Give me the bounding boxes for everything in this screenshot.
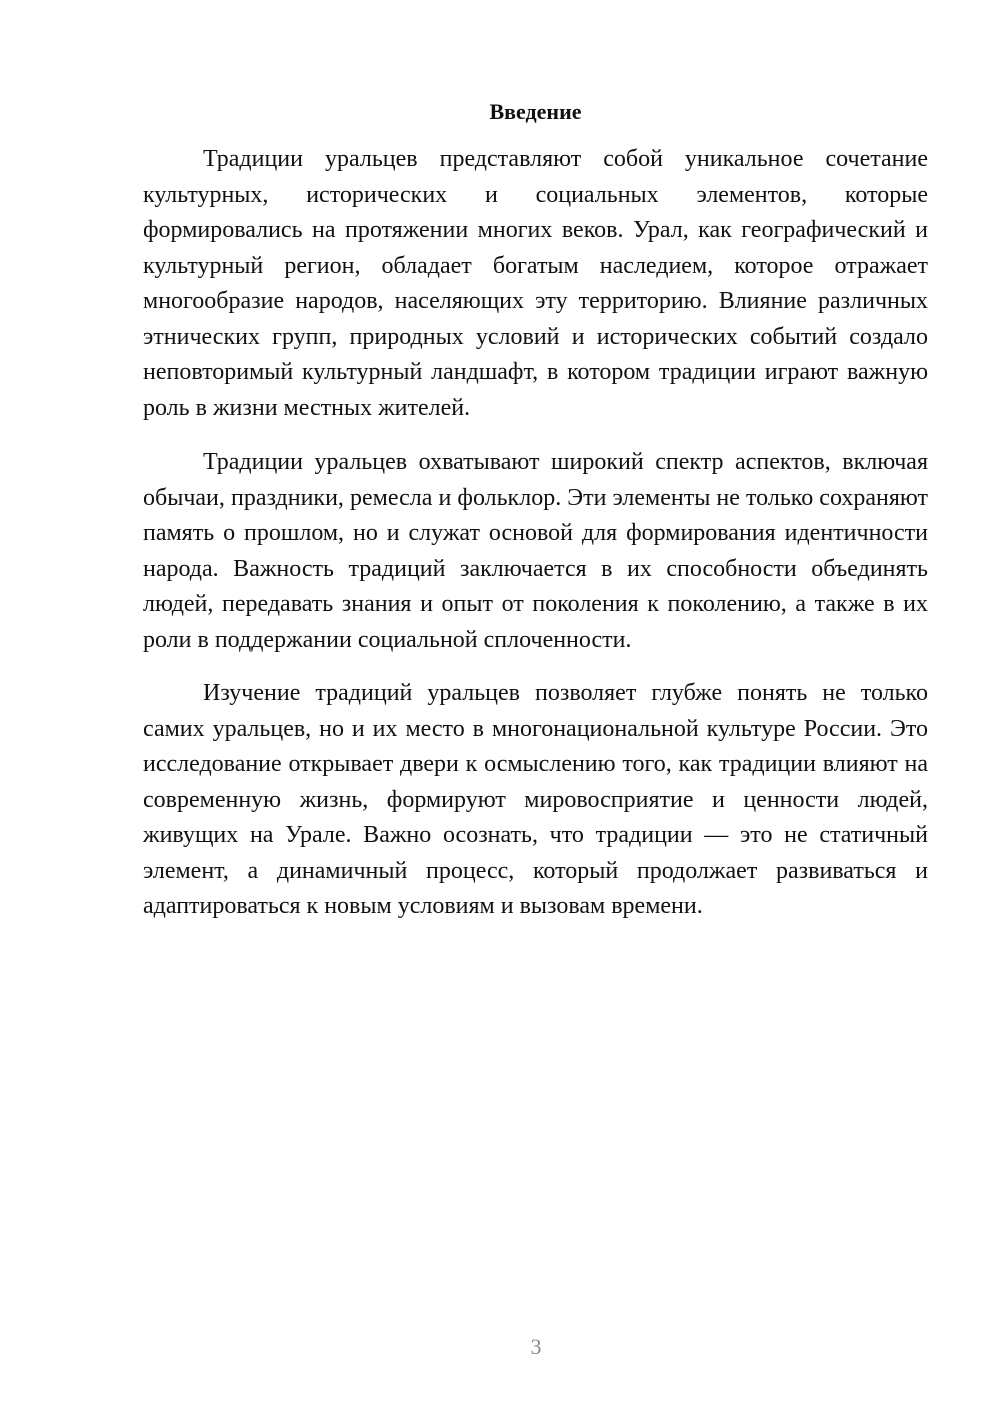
intro-paragraph-2: Традиции уральцев охватывают широкий спектр аспектов, включая обычаи, праздники, ремесла и фольклор. Эти элементы не только сохраняют память о прошлом, но и служат основой для формирования идентичности народа. Важность традиций заключается в их способности объединять людей, передавать знания и опыт от поколения к поколению, а также в их роли в поддержании социальной сплоченности. [143, 449, 928, 653]
page-title: Введение [489, 99, 582, 124]
page-number: 3 [530, 1334, 542, 1359]
intro-paragraph-1: Традиции уральцев представляют собой уникальное сочетание культурных, исторических и социальных элементов, которые формировались на протяжении многих веков. Урал, как географический и культурный регион, обладает богатым наследием, которое отражает многообразие народов, населяющих эту территорию. Влияние различных этнических групп, природных условий и исторических событий создало неповторимый культурный ландшафт, в котором традиции играют важную роль в жизни местных жителей. [143, 146, 928, 421]
intro-paragraph-3: Изучение традиций уральцев позволяет глубже понять не только самих уральцев, но и их место в многонациональной культуре России. Это исследование открывает двери к осмыслению того, как традиции влияют на современную жизнь, формируют мировосприятие и ценности людей, живущих на Урале. Важно осознать, что традиции — это не статичный элемент, а динамичный процесс, который продолжает развиваться и адаптироваться к новым условиям и вызовам времени. [143, 680, 928, 919]
